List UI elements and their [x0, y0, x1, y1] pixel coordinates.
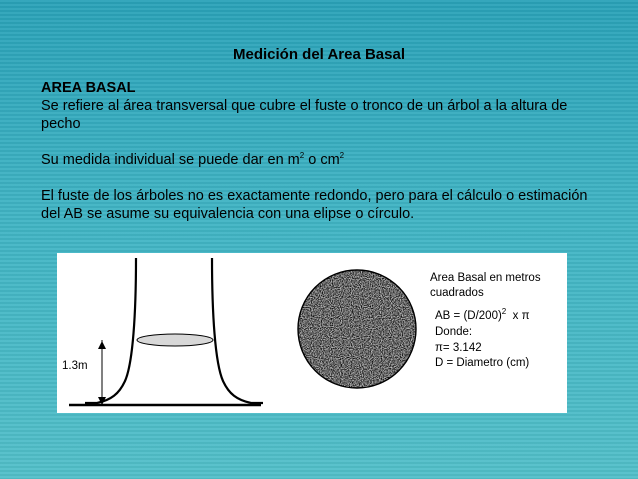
measure-text: [41, 151, 601, 169]
donde-label: Donde:: [435, 326, 473, 338]
formula-right: x π: [512, 310, 530, 322]
measure-exponent-1: 2: [299, 151, 305, 161]
section-heading: AREA BASAL: [41, 80, 136, 96]
pi-value: π= 3.142: [435, 342, 482, 354]
measure-mid: o cm: [304, 152, 340, 168]
trunk-right-edge: [212, 258, 263, 403]
legend-title-line1: Area Basal en metros: [430, 272, 541, 284]
cross-section-ellipse: [137, 334, 213, 346]
formula-line: [435, 307, 530, 322]
height-arrow-top: [98, 341, 106, 349]
trunk-left-edge: [85, 258, 136, 403]
height-label: 1.3m: [62, 360, 88, 372]
diameter-definition: D = Diametro (cm): [435, 357, 530, 369]
definition-text: Se refiere al área transversal que cubre el fuste o tronco de un árbol a la altura de pecho: [41, 98, 568, 132]
measure-prefix: Su medida individual se puede dar en m: [41, 152, 300, 168]
slide-title: Medición del Area Basal: [232, 46, 405, 63]
slide-body: [41, 79, 601, 223]
shape-note-text: El fuste de los árboles no es exactamente redondo, pero para el cálculo o estimación del AB se asume su equivalencia con una elipse o círculo.: [41, 188, 588, 222]
basal-area-figure: [57, 253, 567, 413]
formula-exponent: 2: [501, 307, 507, 317]
legend-title-line2: cuadrados: [430, 287, 484, 299]
formula-left: AB = (D/200): [435, 310, 502, 322]
measure-exponent-2: 2: [339, 151, 345, 161]
